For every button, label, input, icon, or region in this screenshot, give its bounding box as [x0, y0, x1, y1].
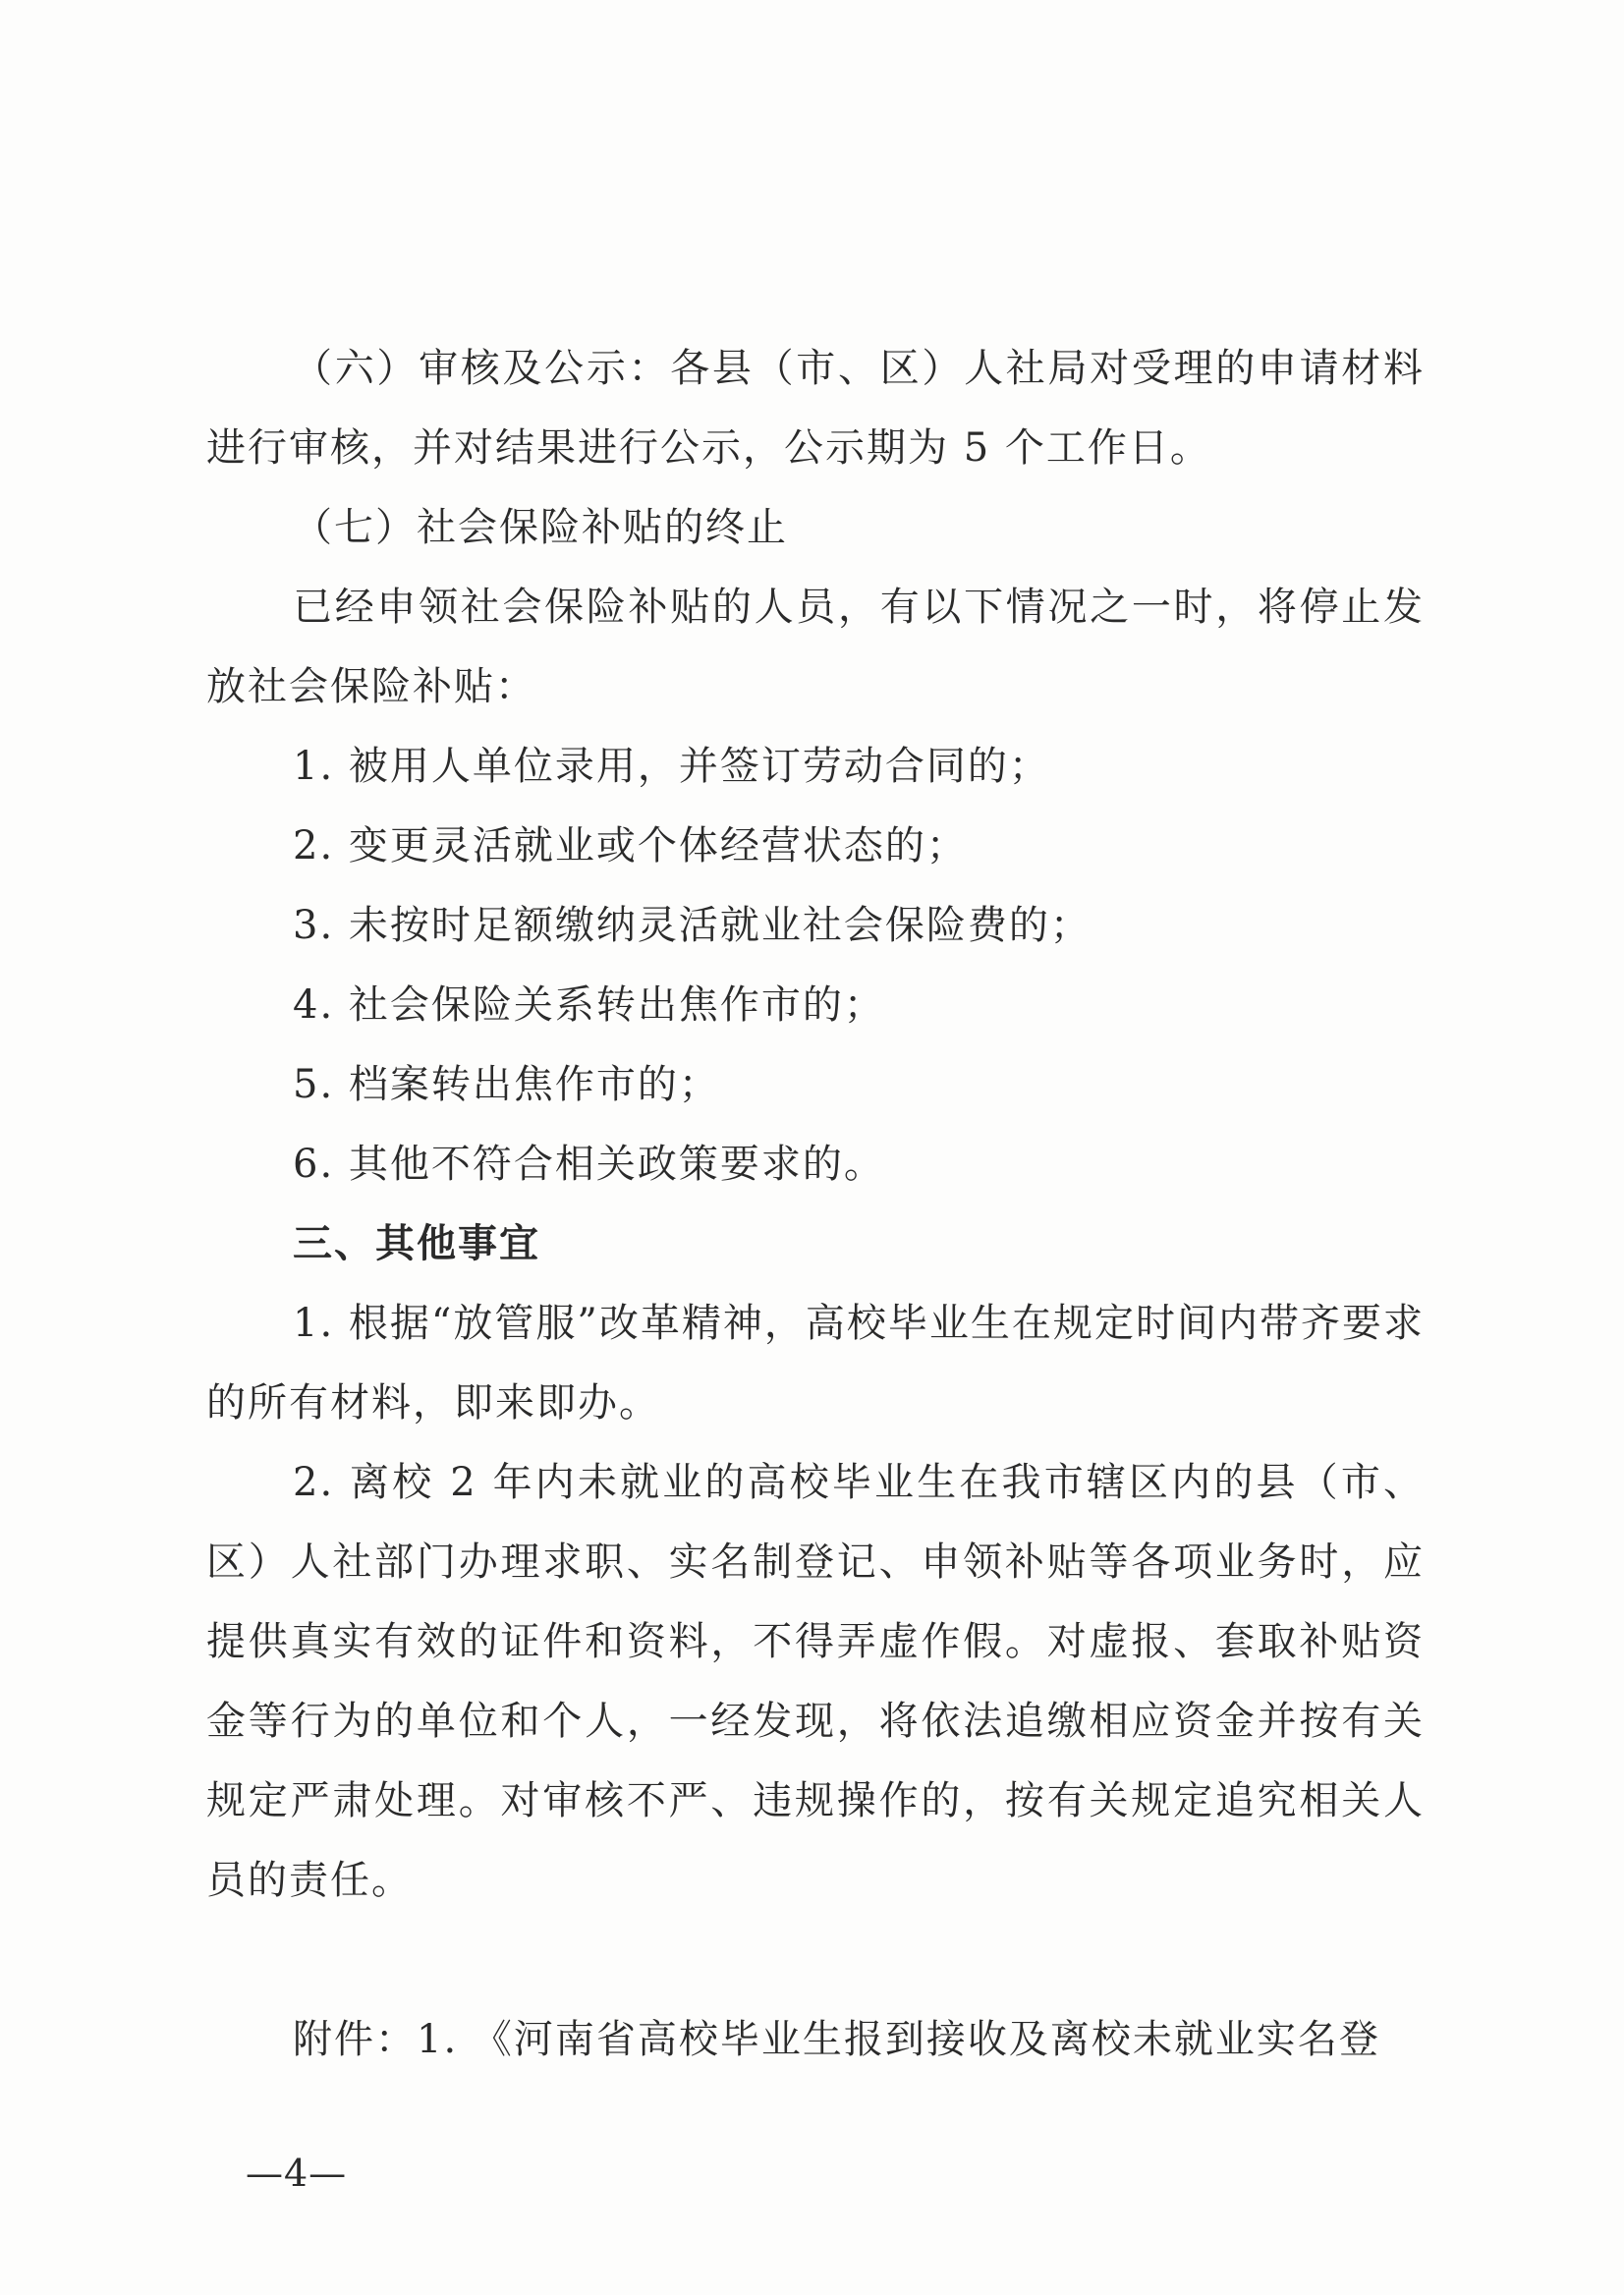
list-item-3: 3. 未按时足额缴纳灵活就业社会保险费的； — [293, 903, 1092, 948]
paragraph-other-1: 1. 根据“放管服”改革精神，高校毕业生在规定时间内带齐要求的所有材料，即来即办。 — [206, 1301, 1425, 1426]
attachment-line: 附件：1. 《河南省高校毕业生报到接收及离校未就业实名登 — [293, 2017, 1380, 2062]
document-body — [206, 329, 1425, 2080]
paragraph-termination-intro: 已经申领社会保险补贴的人员，有以下情况之一时，将停止发放社会保险补贴： — [206, 585, 1425, 709]
page-number: —4— — [246, 2152, 348, 2195]
section-heading-subsidy-termination: （七）社会保险补贴的终止 — [293, 505, 788, 550]
list-item-5: 5. 档案转出焦作市的； — [293, 1062, 720, 1107]
list-item-1: 1. 被用人单位录用，并签订劳动合同的； — [293, 744, 1050, 789]
spacer — [206, 1921, 1425, 2000]
paragraph-other-2: 2. 离校 2 年内未就业的高校毕业生在我市辖区内的县（市、区）人社部门办理求职、实名制登记、申领补贴等各项业务时，应提供真实有效的证件和资料，不得弄虚作假。对虚报、套取补贴资金等行为的单位和个人，一经发现，将依法追缴相应资金并按有关规定严肃处理。对审核不严、违规操作的，按有关规定追究相关人员的责任。 — [206, 1460, 1425, 1903]
list-item-6: 6. 其他不符合相关政策要求的。 — [293, 1142, 885, 1187]
list-item-2: 2. 变更灵活就业或个体经营状态的； — [293, 823, 968, 868]
paragraph-review-publicity: （六）审核及公示：各县（市、区）人社局对受理的申请材料进行审核，并对结果进行公示，公示期为 5 个工作日。 — [206, 346, 1425, 471]
list-item-4: 4. 社会保险关系转出焦作市的； — [293, 982, 885, 1028]
section-heading-other-matters: 三、其他事宜 — [293, 1221, 540, 1266]
